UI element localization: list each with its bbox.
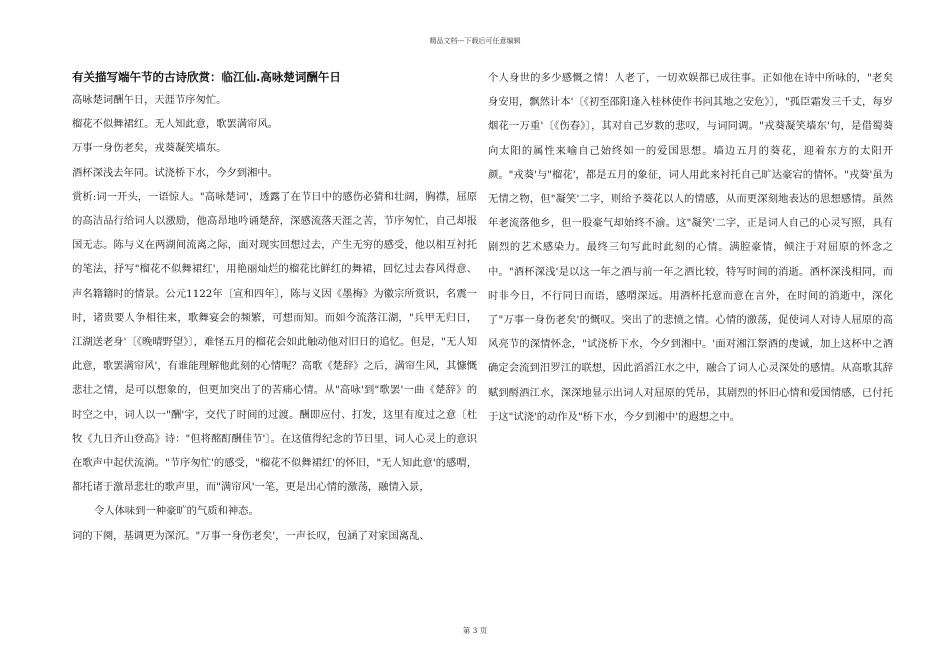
- page-number: 第 3 页: [462, 626, 488, 635]
- poem-line-2: 榴花不似舞裙红。无人知此意，歌罢满帘风。: [72, 118, 278, 131]
- page-header: 精品文档---下载后可任意编辑: [429, 37, 521, 45]
- right-column: [488, 66, 893, 429]
- poem-line-3: 万事一身伤老矣，戎葵凝笑墙东。: [72, 142, 227, 155]
- commentary-paragraph-end: 令人体味到一种豪旷的气质和神态。: [94, 505, 259, 518]
- poem-line-1: 高咏楚词酬午日，天涯节序匆忙。: [72, 94, 227, 106]
- commentary-paragraph: 赏析:词一开头，一语惊人。"高咏楚词'，透露了在节日中的感伤必猜和壮阔，胸襟，屈原的高洁品行给词人以激励，他高昂地吟诵楚辞，深感流落天涯之苦，节序匆忙，自己却报国无志。陈与义在两湖间流离之际，面对现实回想过去，产生无穷的感受，他以相互衬托的笔法，抒写"榴花不似舞裙红'，用艳丽灿烂的榴花比鲜红的舞裙，回忆过去春风得意、声名籍籍时的情景。公元1122年〔宣和四年〕，陈与义因《墨梅》为徽宗所赏识，名震一时，诸贵要人争相往来，歌舞宴会的频繁，可想而知。而如今流落江湖，"兵甲无归日，江湖送老身'〔《晚晴野望》〕，难怪五月的榴花会如此触动他对旧日的追忆。但是，"无人知此意，歌罢满帘风'，有谁能理解他此刻的心情呢？高歌《楚辞》之后，满帘生风，其慷慨悲壮之情，是可以想象的，但更加突出了的苦痛心情。从"高咏'到"歌罢'一曲《楚辞》的时空之中，词人以一"酬'字，交代了时间的过渡。酬即应付、打发，这里有度过之意〔杜牧《九日齐山登高》诗："但将酩酊酬佳节'〕。在这值得纪念的节日里，词人心灵上的意识在歌声中起伏流淌。"节序匆忙'的感受，"榴花不似舞裙红'的怀旧，"无人知此意'的感喟，都托诸于激昂悲壮的歌声里，而"满帘风'一笔，更是出心情的激荡，融情入景，: [72, 190, 477, 494]
- commentary-continued: 个人身世的多少感慨之情！人老了，一切欢娱都已成往事。正如他在诗中所咏的，"老矣身安用，飘然计本'〔《初至邵阳逢入桂林使作书问其地之安危》〕，"孤臣霜发三千丈，每岁烟花一万重'〔《伤春》〕，其对自己岁数的悲叹，与词同调。"戎葵凝笑墙东'句，是借蜀葵向太阳的属性来喻自己始终如一的爱国思想。墙边五月的葵花，迎着东方的太阳开颜。"戎葵'与"榴花'，都是五月的象征，词人用此来衬托自己旷达豪宕的情怀。"戎葵'虽为无情之物，但"凝笑'二字，则给予葵花以人的情感，从而更深刻地表达的思想感情。虽然年老流落他乡，但一股豪气却始终不渝。这"凝笑'二字，正是词人自己的心灵写照，具有剧烈的艺术感染力。最终三句写此时此刻的心情。满腔豪情，倾注于对屈原的怀念之中。"酒杯深浅'是以这一年之酒与前一年之酒比较，特写时间的消逝。酒杯深浅相同，而时非今日，不行同日而语，感喟深远。用酒杯托意而意在言外，在时间的消逝中，深化了"万事一身伤老矣'的慨叹。突出了的悲愤之情。心情的激荡，促使词人对诗人屈原的高风亮节的深情怀念，"试浇桥下水，今夕到湘中。'面对湘江祭酒的虔诚，加上这杯中之酒确定会流到汨罗江的联想，因此滔滔江水之中，融合了词人心灵深处的感情。从高歌其辞赋到酹酒江水，深深地显示出词人对屈原的凭吊，其剧烈的怀旧心情和爱国情感，已付托于这"试浇'的动作及"桥下水，今夕到湘中'的遐想之中。: [488, 72, 893, 423]
- left-column: [72, 66, 477, 548]
- poem-line-4: 酒杯深浅去年同。试浇桥下水，今夕到湘中。: [72, 166, 278, 179]
- commentary-paragraph-second: 词的下阕，基调更为深沉。"万事一身伤老矣'，一声长叹，包涵了对家国离乱、: [72, 529, 430, 542]
- article-title: 有关描写端午节的古诗欣赏：临江仙.高咏楚词酬午日: [72, 70, 341, 84]
